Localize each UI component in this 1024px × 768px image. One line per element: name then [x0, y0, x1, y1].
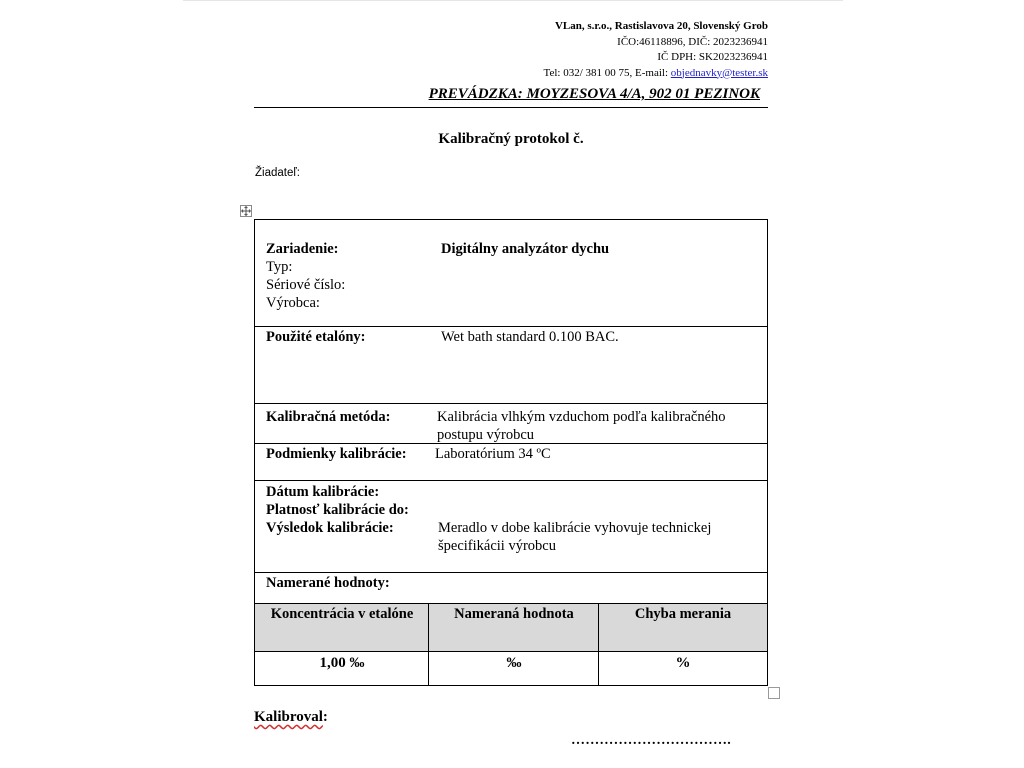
seriove-cislo-label: Sériové číslo: [266, 277, 346, 293]
row-divider [255, 572, 767, 573]
kalibroval-text: Kalibroval [254, 709, 323, 725]
metoda-label: Kalibračná metóda: [266, 409, 391, 425]
zariadenie-label: Zariadenie: [266, 241, 339, 257]
col-chyba-merania: Chyba merania [634, 606, 732, 622]
row-divider [255, 326, 767, 327]
vysledok-value: Meradlo v dobe kalibrácie vyhovuje technickej špecifikácii výrobcu [438, 520, 712, 554]
vyrobca-label: Výrobca: [266, 295, 320, 311]
etalony-label: Použité etalóny: [266, 329, 366, 345]
col-namerana-hodnota: Nameraná hodnota [454, 606, 574, 622]
header-divider [254, 107, 768, 108]
company-ico-dic: IČO:46118896, DIČ: 2023236941 [617, 35, 768, 48]
column-divider [428, 603, 429, 686]
kalibroval-label [254, 709, 328, 726]
company-header [544, 19, 768, 81]
document-title: Kalibračný protokol č. [438, 131, 584, 147]
datum-label: Dátum kalibrácie: [266, 484, 380, 500]
etalony-value: Wet bath standard 0.100 BAC. [441, 329, 619, 345]
zariadenie-value: Digitálny analyzátor dychu [441, 241, 610, 257]
email-link[interactable]: objednavky@tester.sk [670, 66, 768, 79]
row-divider [255, 443, 767, 444]
company-ic-dph: IČ DPH: SK2023236941 [657, 51, 768, 63]
company-contact [544, 66, 768, 82]
ziadatel-label: Žiadateľ: [255, 167, 300, 179]
row-divider [255, 403, 767, 404]
value-namerana-hodnota: ‰ [506, 655, 522, 671]
table-resize-handle-icon[interactable] [768, 687, 780, 699]
podmienky-label: Podmienky kalibrácie: [266, 446, 407, 462]
row-divider [255, 651, 767, 652]
platnost-label: Platnosť kalibrácie do: [266, 502, 409, 518]
calibration-table [254, 219, 768, 686]
company-tel: Tel: 032/ 381 00 75, E-mail: [543, 66, 671, 79]
prevadzka-address: PREVÁDZKA: MOYZESOVA 4/A, 902 01 PEZINOK [428, 86, 760, 102]
value-koncentracia: 1,00 ‰ [319, 655, 365, 671]
column-divider [598, 603, 599, 686]
podmienky-value: Laboratórium 34 ºC [435, 446, 551, 462]
company-name: VLan, s.r.o., Rastislavova 20, Slovenský Grob [554, 20, 768, 32]
signature-line: ……………………………. [571, 733, 731, 748]
col-koncentracia: Koncentrácia v etalóne [270, 606, 414, 622]
namerane-label: Namerané hodnoty: [266, 575, 390, 591]
metoda-value: Kalibrácia vlhkým vzduchom podľa kalibračného postupu výrobcu [437, 409, 726, 443]
row-divider [255, 480, 767, 481]
value-chyba-merania: % [675, 655, 691, 671]
typ-label: Typ: [266, 259, 293, 275]
kalibroval-colon: : [322, 709, 328, 725]
table-move-handle-icon[interactable] [240, 205, 252, 217]
page-top-edge [183, 0, 843, 1]
vysledok-label: Výsledok kalibrácie: [266, 520, 394, 536]
